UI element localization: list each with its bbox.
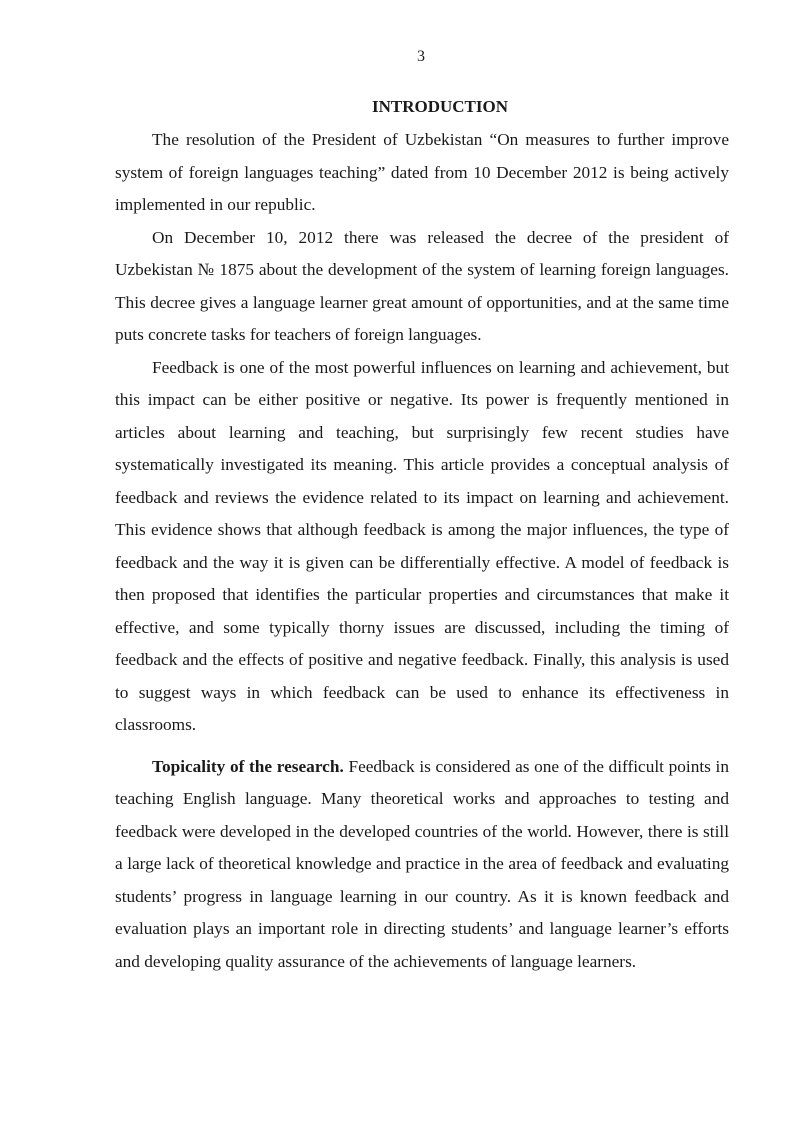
- paragraph-topicality: [115, 751, 729, 979]
- paragraph-decree: On December 10, 2012 there was released the decree of the president of Uzbekistan № 1875 about the development of the system of learning foreign languages. This decree gives a language learner great amount of opportunities, and at the same time puts concrete tasks for teachers of foreign languages.: [115, 227, 729, 344]
- paragraph-feedback: Feedback is one of the most powerful influences on learning and achievement, but this impact can be either positive or negative. Its power is frequently mentioned in articles about learning and teaching, but surprisingly few recent studies have systematically investigated its meaning. This article provides a conceptual analysis of feedback and reviews the evidence related to its impact on learning and achievement. This evidence shows that although feedback is among the major influences, the type of feedback and the way it is given can be differentially effective. A model of feedback is then proposed that identifies the particular properties and circumstances that make it effective, and some typically thorny issues are discussed, including the timing of feedback and the effects of positive and negative feedback. Finally, this analysis is used to suggest ways in which feedback can be used to enhance its effectiveness in classrooms.: [115, 357, 729, 734]
- document-body: [115, 124, 729, 978]
- section-heading: INTRODUCTION: [371, 97, 509, 116]
- topicality-lead: Topicality of the research.: [152, 756, 344, 776]
- topicality-text: Feedback is considered as one of the difficult points in teaching English language. Many theoretical works and approaches to testing and feedback were developed in the developed countries of the world. However, there is still a large lack of theoretical knowledge and practice in the area of feedback and evaluating students’ progress in language learning in our country. As it is known feedback and evaluation plays an important role in directing students’ and language learner’s efforts and developing quality assurance of the achievements of language learners.: [115, 756, 730, 971]
- paragraph-resolution: The resolution of the President of Uzbekistan “On measures to further improve system of foreign languages teaching” dated from 10 December 2012 is being actively implemented in our republic.: [115, 130, 729, 214]
- page-number: 3: [417, 48, 425, 65]
